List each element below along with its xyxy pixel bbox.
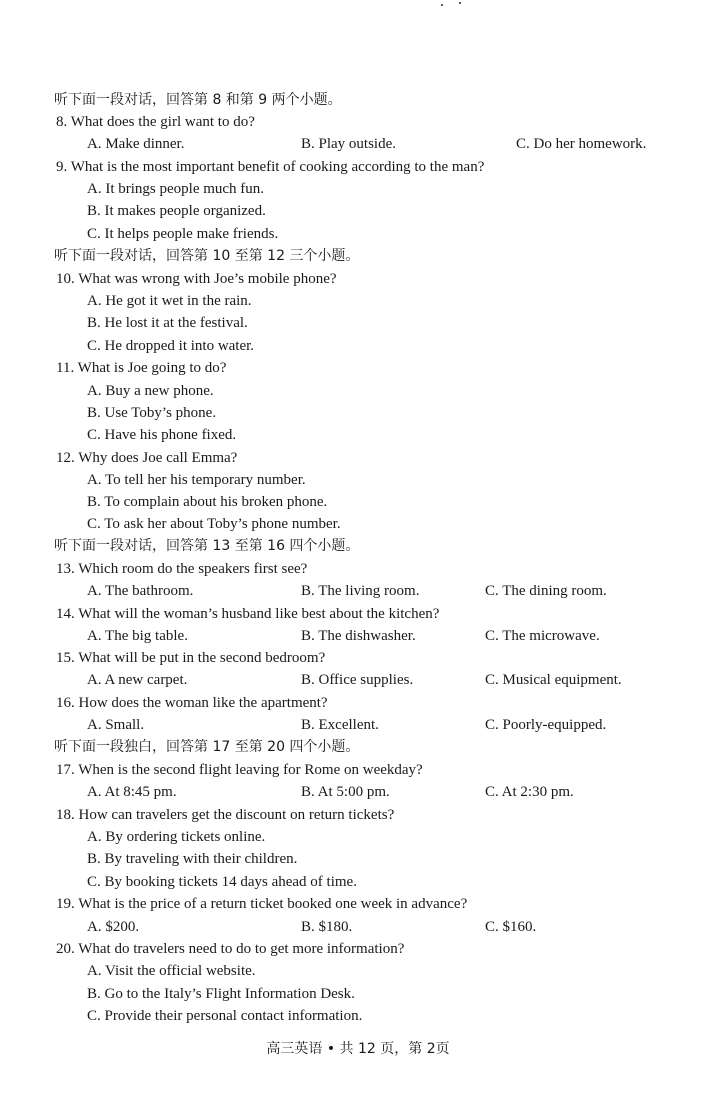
section-heading-10-12: 听下面一段对话，回答第 10 至第 12 三个小题。	[54, 248, 360, 264]
option-14-c: C. The microwave.	[485, 628, 600, 644]
option-15-a: A. A new carpet.	[87, 672, 188, 688]
option-15-b: B. Office supplies.	[301, 672, 414, 688]
option-13-b: B. The living room.	[301, 583, 420, 599]
option-11-b: B. Use Toby’s phone.	[87, 405, 217, 421]
scan-speck	[459, 2, 461, 4]
option-18-c: C. By booking tickets 14 days ahead of time.	[87, 874, 357, 890]
question-17: 17. When is the second flight leaving for Rome on weekday?	[56, 762, 423, 778]
option-11-a: A. Buy a new phone.	[87, 383, 214, 399]
option-12-b: B. To complain about his broken phone.	[87, 494, 328, 510]
question-12: 12. Why does Joe call Emma?	[56, 450, 238, 466]
option-19-b: B. $180.	[301, 919, 353, 935]
option-18-b: B. By traveling with their children.	[87, 851, 298, 867]
option-8-a: A. Make dinner.	[87, 136, 185, 152]
option-16-a: A. Small.	[87, 717, 145, 733]
option-19-a: A. $200.	[87, 919, 140, 935]
question-13: 13. Which room do the speakers first see?	[56, 561, 308, 577]
options-row-13	[0, 580, 716, 602]
options-row-16	[0, 714, 716, 736]
option-12-a: A. To tell her his temporary number.	[87, 472, 306, 488]
section-heading-13-16: 听下面一段对话，回答第 13 至第 16 四个小题。	[54, 538, 360, 554]
option-14-b: B. The dishwasher.	[301, 628, 416, 644]
option-14-a: A. The big table.	[87, 628, 188, 644]
option-19-c: C. $160.	[485, 919, 537, 935]
option-9-a: A. It brings people much fun.	[87, 181, 265, 197]
option-13-c: C. The dining room.	[485, 583, 607, 599]
question-8: 8. What does the girl want to do?	[56, 114, 255, 130]
option-8-b: B. Play outside.	[301, 136, 397, 152]
question-19: 19. What is the price of a return ticket booked one week in advance?	[56, 896, 468, 912]
options-row-15	[0, 669, 716, 691]
option-18-a: A. By ordering tickets online.	[87, 829, 266, 845]
option-9-c: C. It helps people make friends.	[87, 226, 279, 242]
option-10-c: C. He dropped it into water.	[87, 338, 255, 354]
page-footer: 高三英语 • 共 12 页，第 2页	[266, 1041, 450, 1057]
option-17-c: C. At 2:30 pm.	[485, 784, 574, 800]
option-12-c: C. To ask her about Toby’s phone number.	[87, 516, 341, 532]
option-20-c: C. Provide their personal contact information.	[87, 1008, 363, 1024]
section-heading-17-20: 听下面一段独白，回答第 17 至第 20 四个小题。	[54, 739, 360, 755]
section-heading-8-9: 听下面一段对话，回答第 8 和第 9 两个小题。	[54, 92, 342, 108]
option-8-c: C. Do her homework.	[516, 136, 647, 152]
option-16-c: C. Poorly-equipped.	[485, 717, 607, 733]
option-11-c: C. Have his phone fixed.	[87, 427, 237, 443]
question-10: 10. What was wrong with Joe’s mobile phone?	[56, 271, 337, 287]
option-17-b: B. At 5:00 pm.	[301, 784, 390, 800]
option-20-b: B. Go to the Italy’s Flight Information Desk.	[87, 986, 355, 1002]
options-row-19	[0, 916, 716, 938]
question-11: 11. What is Joe going to do?	[56, 360, 227, 376]
options-row-17	[0, 781, 716, 803]
option-15-c: C. Musical equipment.	[485, 672, 622, 688]
option-20-a: A. Visit the official website.	[87, 963, 256, 979]
option-16-b: B. Excellent.	[301, 717, 379, 733]
options-row-14	[0, 625, 716, 647]
question-16: 16. How does the woman like the apartment?	[56, 695, 328, 711]
option-10-a: A. He got it wet in the rain.	[87, 293, 252, 309]
question-14: 14. What will the woman’s husband like best about the kitchen?	[56, 606, 440, 622]
scan-speck	[441, 4, 443, 6]
option-9-b: B. It makes people organized.	[87, 203, 266, 219]
option-10-b: B. He lost it at the festival.	[87, 315, 248, 331]
question-15: 15. What will be put in the second bedroom?	[56, 650, 326, 666]
option-13-a: A. The bathroom.	[87, 583, 194, 599]
options-row-8	[0, 133, 716, 155]
question-18: 18. How can travelers get the discount on return tickets?	[56, 807, 395, 823]
question-9: 9. What is the most important benefit of cooking according to the man?	[56, 159, 485, 175]
question-20: 20. What do travelers need to do to get more information?	[56, 941, 405, 957]
option-17-a: A. At 8:45 pm.	[87, 784, 177, 800]
